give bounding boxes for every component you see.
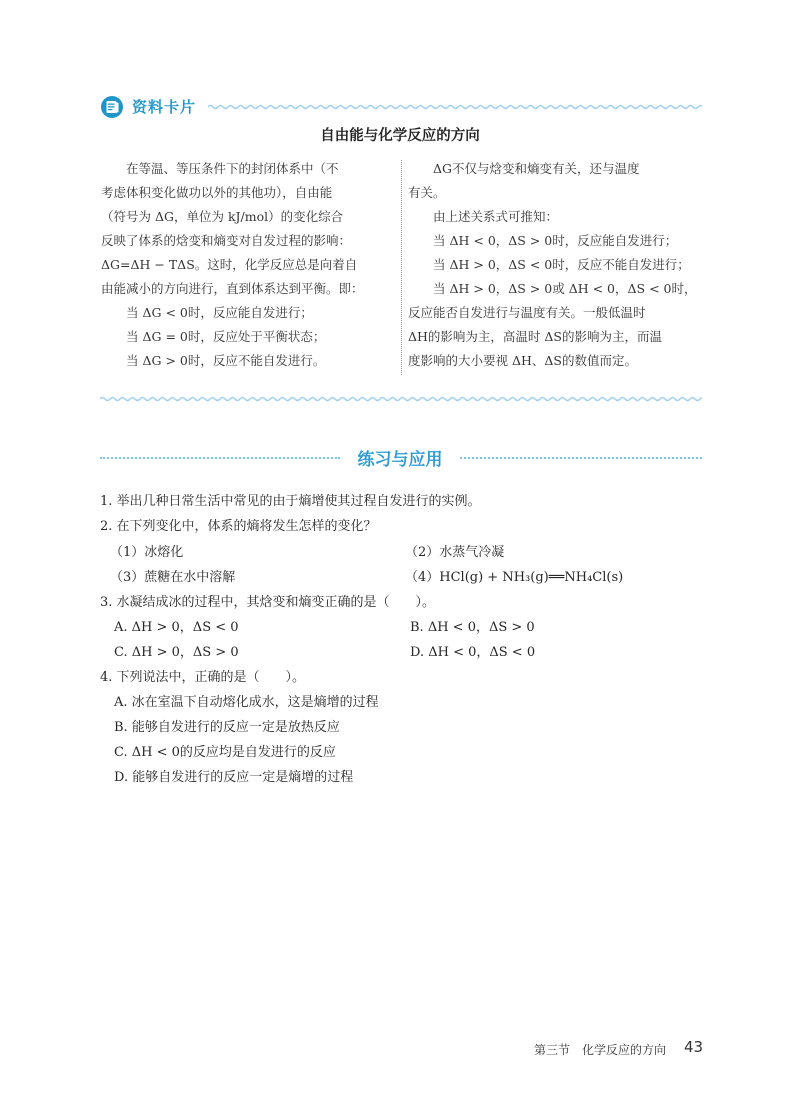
card-left-column	[101, 157, 391, 373]
right-line: 由上述关系式可推知：	[433, 209, 559, 224]
question-3-option: C. ΔH > 0，ΔS > 0	[114, 645, 239, 660]
card-label: 资料卡片	[132, 98, 197, 116]
question-2-option: （4）HCl(g) + NH₃(g)══NH₄Cl(s)	[405, 570, 624, 585]
question-1: 1. 举出几种日常生活中常见的由于熵增使其过程自发进行的实例。	[100, 494, 481, 509]
left-line: 当 ΔG < 0时，反应能自发进行；	[126, 305, 313, 320]
question-4-option: A. 冰在室温下自动熔化成水，这是熵增的过程	[114, 695, 379, 710]
question-3-option: A. ΔH > 0，ΔS < 0	[114, 620, 239, 635]
card-top-wave-divider	[208, 103, 702, 111]
question-3-option: B. ΔH < 0，ΔS > 0	[410, 620, 535, 635]
right-line: 当 ΔH > 0，ΔS > 0或 ΔH < 0，ΔS < 0时，	[433, 281, 697, 296]
question-2: 2. 在下列变化中，体系的熵将发生怎样的变化？	[100, 519, 377, 534]
right-line: 有关。	[408, 185, 446, 200]
page-number: 43	[684, 1038, 704, 1056]
left-line: 考虑体积变化做功以外的其他功），自由能	[101, 185, 333, 200]
right-line: ΔH的影响为主，高温时 ΔS的影响为主，而温	[408, 329, 662, 344]
right-line: 反应能否自发进行与温度有关。一般低温时	[408, 305, 646, 320]
question-3: 3. 水凝结成冰的过程中，其焓变和熵变正确的是（ ）。	[100, 595, 436, 610]
right-line: 度影响的大小要视 ΔH、ΔS的数值而定。	[408, 353, 637, 368]
document-card-icon	[100, 95, 124, 119]
question-4: 4. 下列说法中，正确的是（ ）。	[100, 670, 306, 685]
question-4-option: D. 能够自发进行的反应一定是熵增的过程	[114, 770, 354, 785]
left-line: 反映了体系的焓变和熵变对自发过程的影响：	[101, 233, 352, 248]
question-3-option: D. ΔH < 0，ΔS < 0	[410, 645, 536, 660]
right-line: ΔG不仅与焓变和熵变有关，还与温度	[433, 161, 640, 176]
section-dotted-line-right	[460, 457, 702, 459]
question-4-option: C. ΔH < 0的反应均是自发进行的反应	[114, 745, 336, 760]
left-line: ΔG=ΔH − TΔS。这时，化学反应总是向着自	[101, 257, 358, 272]
footer-section-title: 第三节 化学反应的方向	[534, 1043, 667, 1057]
section-title: 练习与应用	[357, 450, 443, 470]
card-title: 自由能与化学反应的方向	[320, 128, 480, 144]
question-4-option: B. 能够自发进行的反应一定是放热反应	[114, 720, 340, 735]
left-line: 当 ΔG > 0时，反应不能自发进行。	[126, 353, 326, 368]
left-line: 由能减小的方向进行，直到体系达到平衡。即：	[101, 281, 364, 296]
question-2-option: （1）冰熔化	[110, 545, 184, 560]
card-bottom-wave-divider	[100, 395, 702, 403]
left-line: （符号为 ΔG，单位为 kJ/mol）的变化综合	[101, 209, 344, 224]
question-2-option: （3）蔗糖在水中溶解	[110, 570, 236, 585]
right-line: 当 ΔH > 0，ΔS < 0时，反应不能自发进行；	[433, 257, 690, 272]
right-line: 当 ΔH < 0，ΔS > 0时，反应能自发进行；	[433, 233, 678, 248]
column-divider	[401, 160, 402, 375]
left-line: 当 ΔG = 0时，反应处于平衡状态；	[126, 329, 326, 344]
left-line: 在等温、等压条件下的封闭体系中（不	[126, 161, 339, 176]
card-right-column	[408, 157, 703, 373]
question-2-option: （2）水蒸气冷凝	[405, 545, 505, 560]
